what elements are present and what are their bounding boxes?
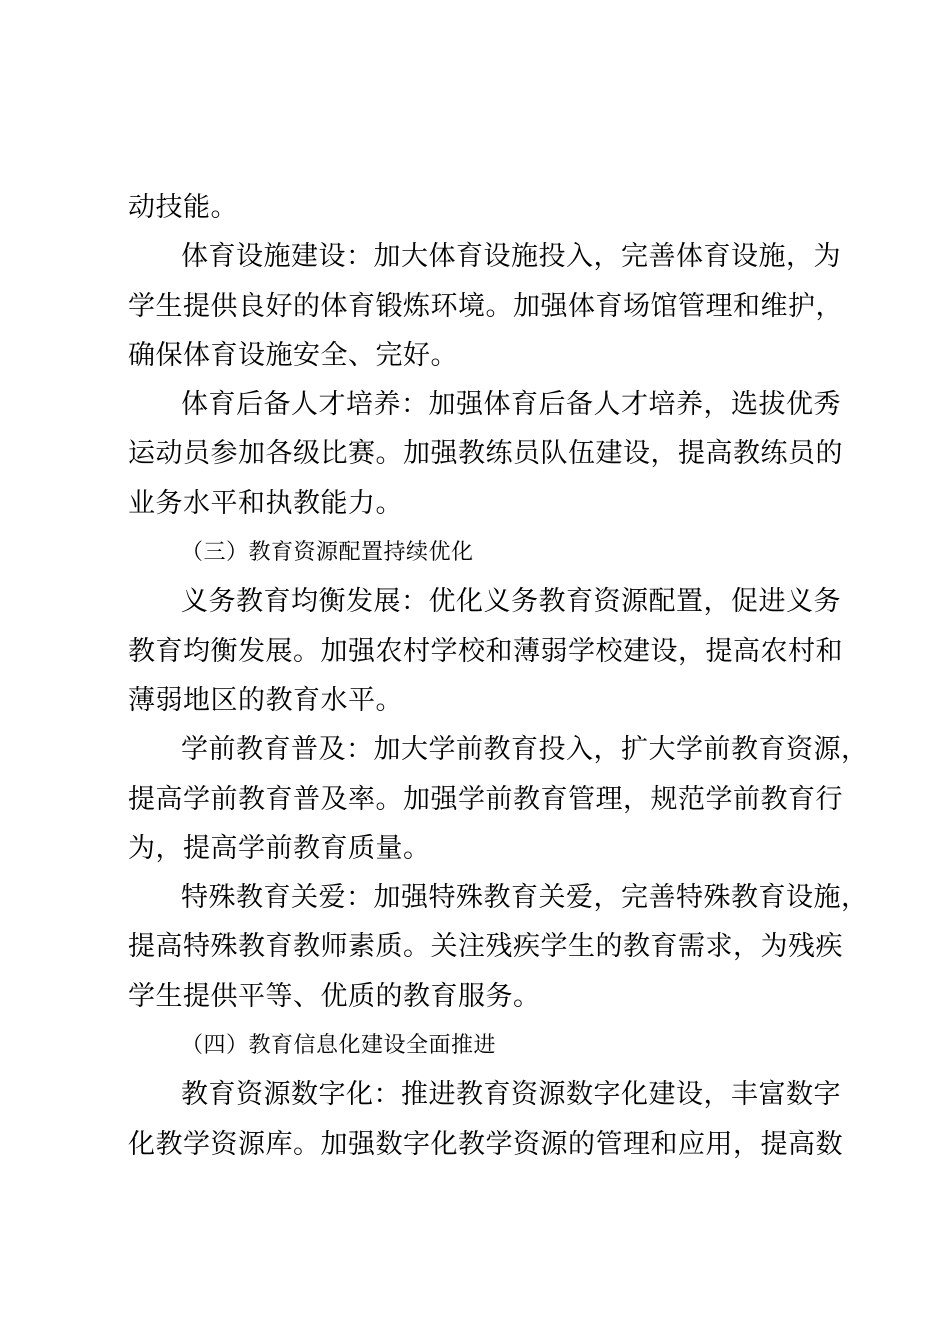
text-line-14: 为，提高学前教育质量。 — [128, 832, 431, 864]
text-line-17: 学生提供平等、优质的教育服务。 — [128, 980, 541, 1012]
paragraph-compulsory-education: 义务教育均衡发展：优化义务教育资源配置，促进义务 — [181, 586, 841, 618]
paragraph-preschool-education: 学前教育普及：加大学前教育投入，扩大学前教育资源， — [181, 734, 869, 766]
paragraph-digital-resources: 教育资源数字化：推进教育资源数字化建设，丰富数字 — [181, 1079, 841, 1111]
text-line-3: 学生提供良好的体育锻炼环境。加强体育场馆管理和维护， — [128, 290, 843, 322]
text-line-6: 运动员参加各级比赛。加强教练员队伍建设，提高教练员的 — [128, 438, 843, 470]
text-line-20: 化教学资源库。加强数字化教学资源的管理和应用，提高数 — [128, 1128, 843, 1160]
text-line-4: 确保体育设施安全、完好。 — [128, 339, 458, 371]
text-line-10: 教育均衡发展。加强农村学校和薄弱学校建设，提高农村和 — [128, 635, 843, 667]
document-body — [128, 183, 868, 1169]
text-line-11: 薄弱地区的教育水平。 — [128, 684, 403, 716]
paragraph-sports-talent: 体育后备人才培养：加强体育后备人才培养，选拔优秀 — [181, 389, 841, 421]
section-heading-4: （四）教育信息化建设全面推进 — [181, 1033, 497, 1059]
paragraph-special-education: 特殊教育关爱：加强特殊教育关爱，完善特殊教育设施， — [181, 882, 869, 914]
text-line-16: 提高特殊教育教师素质。关注残疾学生的教育需求，为残疾 — [128, 931, 843, 963]
text-line-13: 提高学前教育普及率。加强学前教育管理，规范学前教育行 — [128, 783, 843, 815]
text-line-1: 动技能。 — [128, 192, 238, 223]
text-line-7: 业务水平和执教能力。 — [128, 487, 403, 519]
paragraph-sports-facilities: 体育设施建设：加大体育设施投入，完善体育设施，为 — [181, 241, 841, 273]
section-heading-3: （三）教育资源配置持续优化 — [181, 540, 474, 566]
